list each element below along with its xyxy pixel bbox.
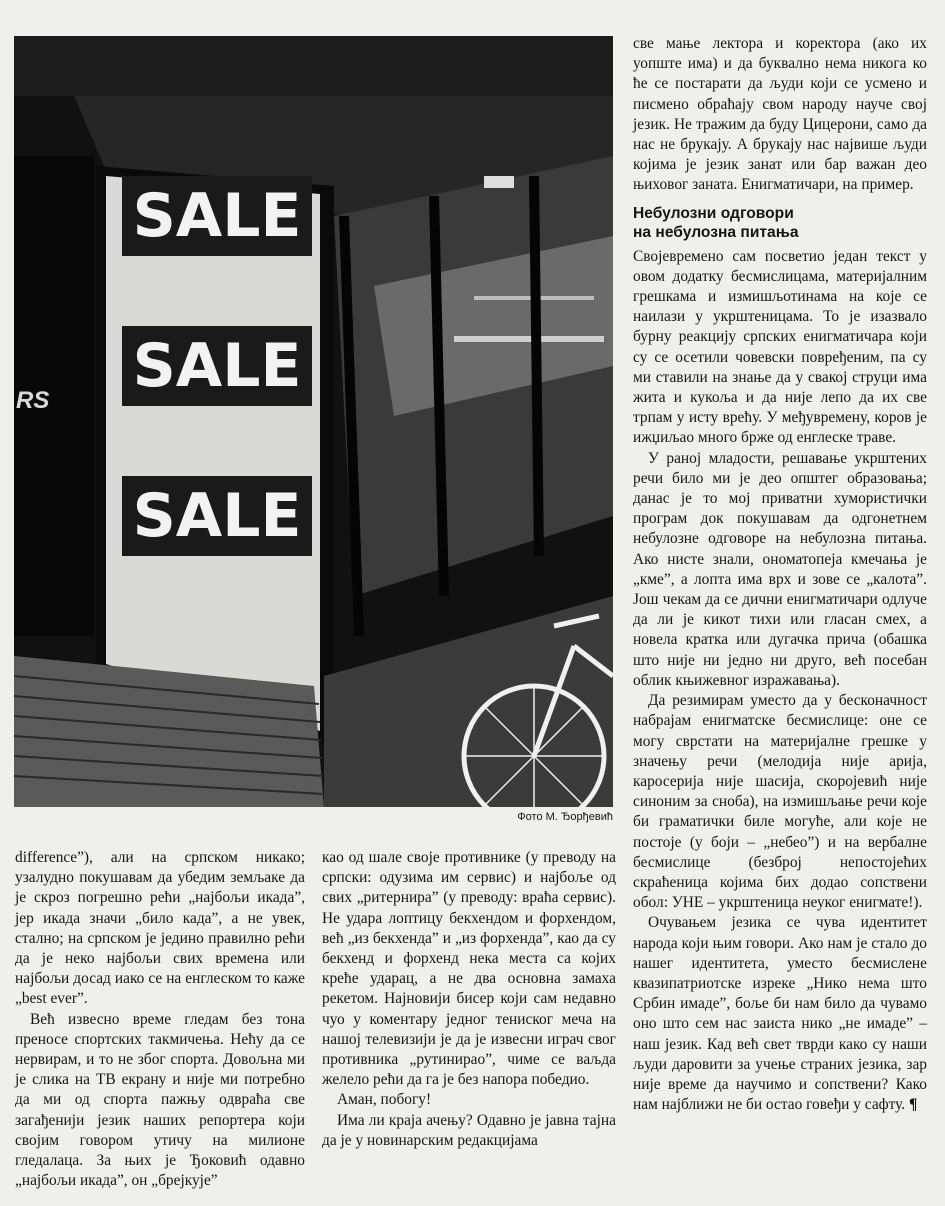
paragraph: Аман, побогу! [337, 1091, 432, 1109]
bottom-middle-column [322, 848, 616, 1151]
intro-paragraph: све мање лектора и коректора (ако их уопште има) и да буквално нема никога ко ће се постарати да људи који се усмено и писмено обраћају свом народу науче свој језик. Не тражим да буду Цицерони, само да нас не брукају. А брукају нас највише људи којима је језик занат или бар важан део њиховог заната. Енигматичари, на пример. [633, 35, 927, 194]
paragraph: Има ли краја ачењу? Одавно је јавна тајна да је у новинарским редакцијама [322, 1111, 616, 1149]
sale-sign-3: SALE [132, 481, 302, 551]
section-subheading [633, 204, 927, 242]
end-mark: ¶ [909, 1096, 918, 1114]
paragraph-text: Очувањем језика се чува идентитет народа који њим говори. Ако нам је стало до нашег идентитета, уместо бесмислене квазипатриотске изреке „Нико нема што Србин имаде”, боље би нам било да чувамо оно што сем нас заиста нико „не имаде” – наш језик. Кад већ свет тврди како су наши људи даровити за учење страних језика, зар није време да научимо и сопствени? Како нам најближи не би остао говеђи у сафту. [633, 914, 927, 1114]
bottom-left-column [15, 848, 305, 1191]
paragraph [633, 913, 927, 1115]
paragraph: Да резимирам уместо да у бесконачност набрајам енигматске бесмислице: оне се могу сврстати на материјалне грешке у значењу речи (мелодија није арија, каросерија није шасија, скоројевић није синоним за сноба), на измишљање речи које би граматички биле могуће, али које не постоје (у боји – „небео”) и на вербалне бесмислице (безброј непостојећих скраћеница којима бих додао сопствени обол: УНЕ – укрштеница неуког енигмате!). [633, 692, 927, 912]
paragraph: Већ извесно време гледам без тона преносе спортских такмичења. Нећу да се нервирам, и то не због спорта. Довољна ми је слика на ТВ екрану и није ми потребно да ми од спорта пажњу одвраћа све загађенији језик наших репортера који својим говором утичу на милионе гледалаца. За њих је Ђоковић одавно „најбољи икада”, он „брејкује” [15, 1010, 305, 1190]
photo-caption: Фото М. Ђорђевић [517, 811, 613, 823]
subheading-line-2: на небулозна питања [633, 223, 799, 241]
sale-sign-2: SALE [132, 331, 302, 401]
paragraph: као од шале своје противнике (у преводу на српски: одузима им сервис) и најбоље од свих „ритернира” (у преводу: враћа сервис). Не удара лоптицу бекхендом и форхендом, већ „из бекхенда” и „из форхенда”, као да су бекхенд и форхенд нека места са којих креће ударац, а не два основна замаха рекетом. Најновији бисер који сам недавно чуо у коментару једног тениског меча на нашој телевизији је да је извесни играч свог противника „рутинирао”, чиме се ваљда желело рећи да га је без напора победио. [322, 849, 616, 1089]
paragraph: difference”), али на српском никако; узалудно покушавам да убедим земљаке да је скроз погрешно рећи „најбољи икада”, јер икада значи „било када”, а не увек, стално; на српском је једино правилно рећи да је неко најбољи свих времена или најбољи досад иако се на енглеском то каже „best ever”. [15, 849, 305, 1008]
paragraph: Својевремено сам посветио један текст у овом додатку бесмислицама, материјалним грешкама и измишљотинама на које се наилази у укрштеницама. То је изазвало бурну реакцију српских енигматичара који су се осетили човевски повређеним, па су ми ставили на знање да у свакој струци има жита и кукоља и да није лепо да их све трпам у исту врећу. У међувремену, коров је ижџиљао много брже од енглеске траве. [633, 247, 927, 447]
store-letters-text: RS [16, 387, 50, 414]
sale-sign-1: SALE [132, 181, 302, 251]
store-sale-photo [14, 36, 613, 807]
paragraph: У раној младости, решавање укрштених речи било ми је део општег образовања; данас је то мој приватни хумористички програм док покушавам да одгонетнем небулозне одговоре на небулозна питања. Ако нисте знали, ономатопеја кмечања је „кме”, а лопта има врх и зове се „калота”. Још чекам да се дични енигматичари одлуче да ли је кикот тихи или гласан смех, а новела кратка или дугачка прича (обашка што није ни једно ни друго, већ посебан облик књижевног изражавања). [633, 449, 927, 689]
right-column [633, 34, 927, 1115]
subheading-line-1: Небулозни одговори [633, 204, 794, 222]
